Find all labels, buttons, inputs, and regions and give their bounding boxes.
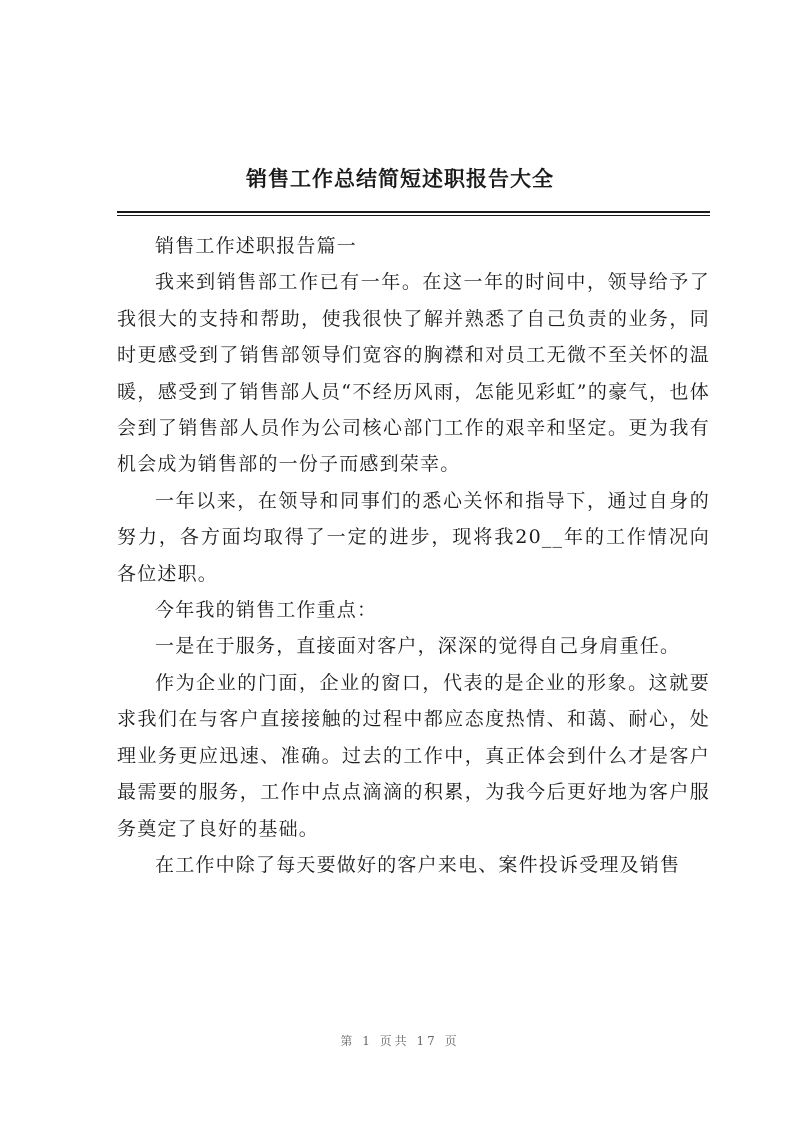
paragraph: 我来到销售部工作已有一年。在这一年的时间中，领导给予了我很大的支持和帮助，使我很快了解并熟悉了自己负责的业务，同时更感受到了销售部领导们宽容的胸襟和对员工无微不至关怀的温暖，感受到了销售部人员“不经历风雨，怎能见彩虹”的豪气，也体会到了销售部人员作为公司核心部门工作的艰辛和坚定。更为我有机会成为销售部的一份子而感到荣幸。 (117, 271, 710, 476)
title-divider-thin (117, 215, 710, 216)
document-body (117, 228, 710, 883)
paragraph: 一是在于服务，直接面对客户，深深的觉得自己身肩重任。 (155, 635, 681, 658)
section-heading: 销售工作述职报告篇一 (155, 235, 358, 257)
document-title: 销售工作总结简短述职报告大全 (246, 166, 554, 191)
paragraph: 在工作中除了每天要做好的客户来电、案件投诉受理及销售 (155, 853, 681, 876)
paragraph: 今年我的销售工作重点： (155, 599, 378, 622)
title-divider-thick (117, 211, 710, 213)
paragraph: 作为企业的门面，企业的窗口，代表的是企业的形象。这就要求我们在与客户直接接触的过程中都应态度热情、和蔼、耐心，处理业务更应迅速、准确。过去的工作中，真正体会到什么才是客户最需要的服务，工作中点点滴滴的积累，为我今后更好地为客户服务奠定了良好的基础。 (117, 671, 710, 840)
page-number-footer: 第 1 页共 17 页 (340, 1034, 460, 1048)
paragraph: 一年以来，在领导和同事们的悉心关怀和指导下，通过自身的努力，各方面均取得了一定的进步，现将我20__年的工作情况向各位述职。 (117, 489, 710, 585)
